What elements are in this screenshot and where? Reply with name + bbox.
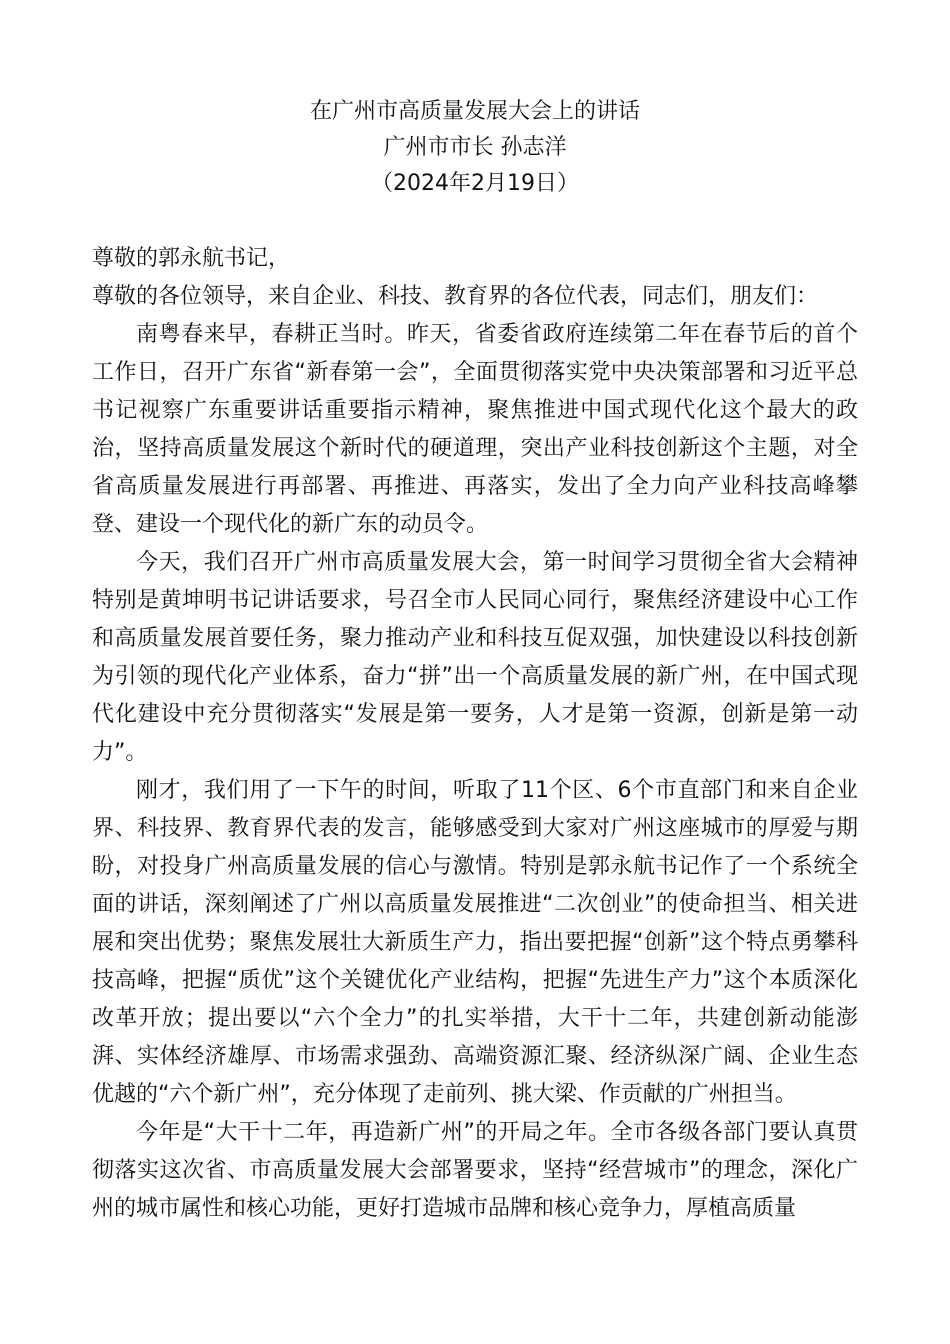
speaker-line: 广州市市长 孙志洋 [383,135,567,160]
speech-date: （2024年2月19日） [371,171,579,196]
salutation-line-2: 尊敬的各位领导，来自企业、科技、教育界的各位代表，同志们，朋友们： [92,284,819,309]
paragraph-2: 今天，我们召开广州市高质量发展大会，第一时间学习贯彻全省大会精神特别是黄坤明书记讲话要求，号召全市人民同心同行，聚焦经济建设中心工作和高质量发展首要任务，聚力推动产业和科技互促双强，加快建设以科技创新为引领的现代化产业体系，奋力“拼”出一个高质量发展的新广州，在中国式现代化建设中充分贯彻落实“发展是第一要务，人才是第一资源，创新是第一动力”。 [92,550,858,765]
speech-header [0,94,950,202]
paragraph-1: 南粤春来早，春耕正当时。昨天，省委省政府连续第二年在春节后的首个工作日，召开广东省“新春第一会”，全面贯彻落实党中央决策部署和习近平总书记视察广东重要讲话重要指示精神，聚焦推进中国式现代化这个最大的政治，坚持高质量发展这个新时代的硬道理，突出产业科技创新这个主题，对全省高质量发展进行再部署、再推进、再落实，发出了全力向产业科技高峰攀登、建设一个现代化的新广东的动员令。 [92,322,858,537]
speech-title: 在广州市高质量发展大会上的讲话 [309,99,640,124]
paragraph-3: 刚才，我们用了一下午的时间，听取了11个区、6个市直部门和来自企业界、科技界、教育界代表的发言，能够感受到大家对广州这座城市的厚爱与期盼，对投身广州高质量发展的信心与激情。特别是郭永航书记作了一个系统全面的讲话，深刻阐述了广州以高质量发展推进“二次创业”的使命担当、相关进展和突出优势；聚焦发展壮大新质生产力，指出要把握“创新”这个特点勇攀科技高峰，把握“质优”这个关键优化产业结构，把握“先进生产力”这个本质深化改革开放；提出要以“六个全力”的扎实举措，大干十二年，共建创新动能澎湃、实体经济雄厚、市场需求强劲、高端资源汇聚、经济纵深广阔、企业生态优越的“六个新广州”，充分体现了走前列、挑大梁、作贡献的广州担当。 [92,778,858,1107]
salutation-line-1: 尊敬的郭永航书记， [92,246,291,271]
speech-body [92,240,858,1228]
paragraph-4: 今年是“大干十二年，再造新广州”的开局之年。全市各级各部门要认真贯彻落实这次省、市高质量发展大会部署要求，坚持“经营城市”的理念，深化广州的城市属性和核心功能，更好打造城市品牌和核心竞争力，厚植高质量 [92,1120,858,1221]
